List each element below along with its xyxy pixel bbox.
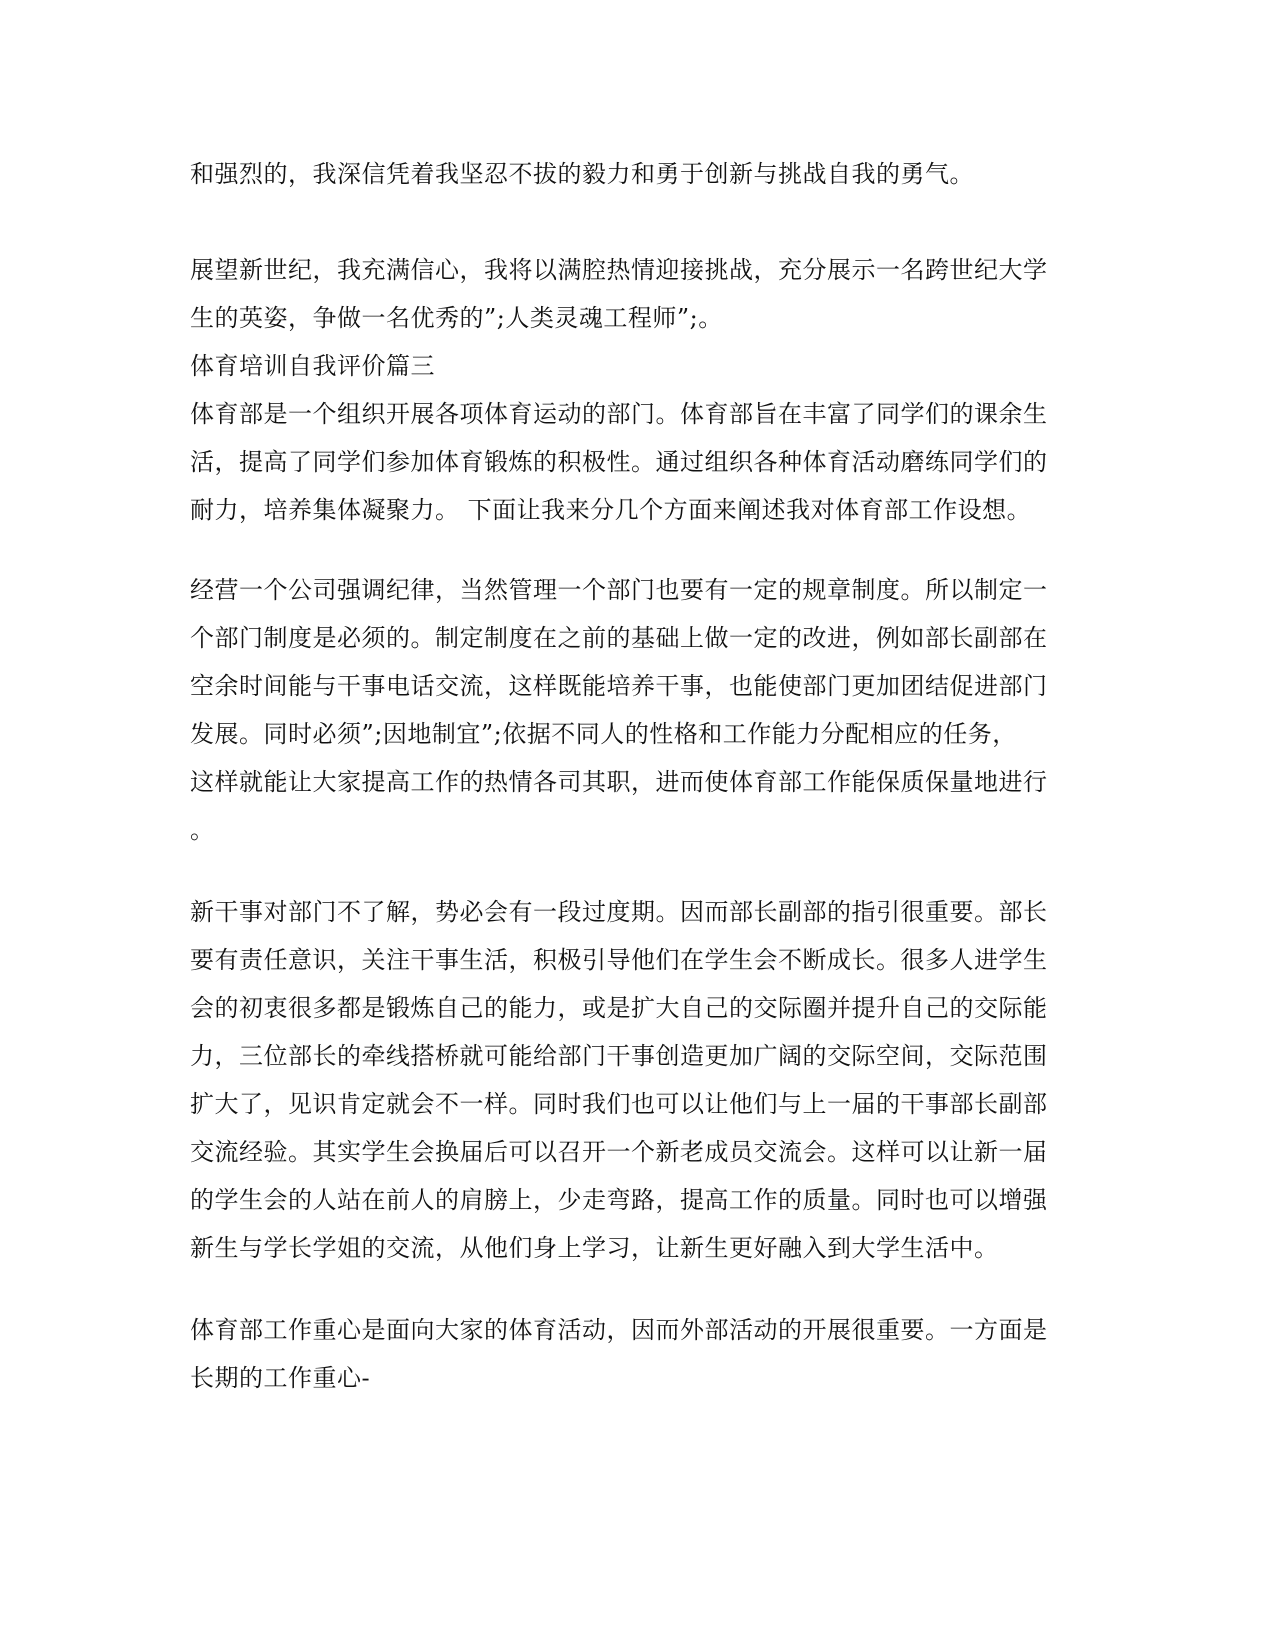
text-line: 要有责任意识，关注干事生活，积极引导他们在学生会不断成长。很多人进学生 — [190, 946, 1048, 974]
text-line: 新生与学长学姐的交流，从他们身上学习，让新生更好融入到大学生活中。 — [190, 1234, 999, 1262]
text-line: 新干事对部门不了解，势必会有一段过度期。因而部长副部的指引很重要。部长 — [190, 898, 1048, 926]
text-line: 活，提高了同学们参加体育锻炼的积极性。通过组织各种体育活动磨练同学们的 — [190, 448, 1048, 476]
section-heading: 体育培训自我评价篇三 — [190, 352, 435, 380]
text-line: 展望新世纪，我充满信心，我将以满腔热情迎接挑战，充分展示一名跨世纪大学 — [190, 256, 1048, 284]
paragraph-outlook-and-section-intro — [190, 246, 1070, 534]
text-line: 生的英姿，争做一名优秀的”;人类灵魂工程师”;。 — [190, 304, 723, 332]
paragraph-department-rules — [190, 566, 1070, 854]
text-line: 会的初衷很多都是锻炼自己的能力，或是扩大自己的交际圈并提升自己的交际能 — [190, 994, 1048, 1022]
text-line: 长期的工作重心- — [190, 1364, 371, 1392]
text-line: 交流经验。其实学生会换届后可以召开一个新老成员交流会。这样可以让新一届 — [190, 1138, 1048, 1166]
text-line: 力，三位部长的牵线搭桥就可能给部门干事创造更加广阔的交际空间，交际范围 — [190, 1042, 1048, 1070]
text-line: 空余时间能与干事电话交流，这样既能培养干事，也能使部门更加团结促进部门 — [190, 672, 1048, 700]
text-line: 的学生会的人站在前人的肩膀上，少走弯路，提高工作的质量。同时也可以增强 — [190, 1186, 1048, 1214]
text-line: 经营一个公司强调纪律，当然管理一个部门也要有一定的规章制度。所以制定一 — [190, 576, 1048, 604]
paragraph-external-activities — [190, 1306, 1070, 1402]
text-line: 扩大了，见识肯定就会不一样。同时我们也可以让他们与上一届的干事部长副部 — [190, 1090, 1048, 1118]
paragraph-closing-sentence — [190, 150, 1070, 198]
text-line: 体育部工作重心是面向大家的体育活动，因而外部活动的开展很重要。一方面是 — [190, 1316, 1048, 1344]
text-line: 发展。同时必须”;因地制宜”;依据不同人的性格和工作能力分配相应的任务， — [190, 720, 1017, 748]
text-line: 体育部是一个组织开展各项体育运动的部门。体育部旨在丰富了同学们的课余生 — [190, 400, 1048, 428]
text-line: 和强烈的，我深信凭着我坚忍不拔的毅力和勇于创新与挑战自我的勇气。 — [190, 160, 974, 188]
text-line: 。 — [190, 816, 215, 844]
paragraph-new-members-guidance — [190, 888, 1070, 1272]
text-line: 这样就能让大家提高工作的热情各司其职，进而使体育部工作能保质保量地进行 — [190, 768, 1048, 796]
text-line: 个部门制度是必须的。制定制度在之前的基础上做一定的改进，例如部长副部在 — [190, 624, 1048, 652]
text-line: 耐力，培养集体凝聚力。 下面让我来分几个方面来阐述我对体育部工作设想。 — [190, 496, 1032, 524]
